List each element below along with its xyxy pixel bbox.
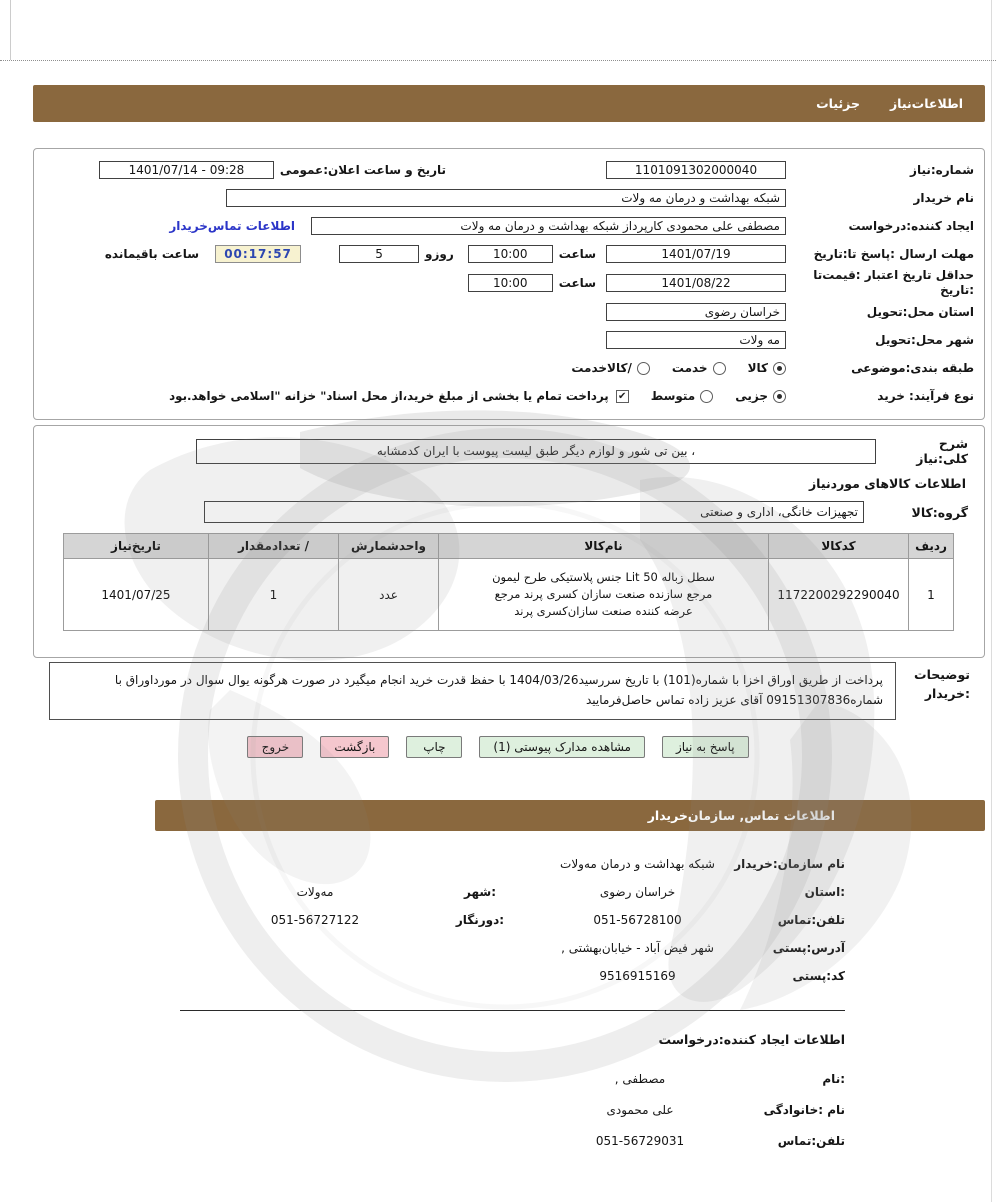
org-province-value: خراسان رضوی bbox=[599, 885, 676, 899]
buyer-remarks-text[interactable]: پرداخت از طریق اوراق اخزا با شماره(101) با تاریخ سررسید1404/03/26 با حفظ قدرت خرید انجام میگیرد در صورت هرگونه یوال سوال در مورداوراق با شماره09151307836 آقای عزیز زاده تماس حاصل‌فرمایید bbox=[49, 662, 896, 720]
validity-hour-label: ساعت bbox=[558, 276, 596, 290]
page-topleft-border bbox=[10, 0, 11, 60]
delivery-city-field[interactable]: مه ولات bbox=[606, 331, 786, 349]
request-creator-label: ایجاد کننده:درخواست bbox=[848, 218, 974, 233]
radio-minor[interactable] bbox=[735, 389, 786, 403]
radio-goods-circle bbox=[773, 362, 786, 375]
radio-medium-label: متوسط bbox=[650, 389, 696, 403]
tab-details[interactable]: جزئیات bbox=[816, 96, 860, 111]
response-deadline-row bbox=[44, 240, 974, 268]
radio-service-circle bbox=[713, 362, 726, 375]
delivery-province-label: استان محل:تحویل bbox=[866, 304, 974, 319]
exit-button[interactable]: خروج bbox=[247, 736, 303, 758]
need-items-panel bbox=[33, 425, 985, 658]
need-description-label: شرح کلی:نیاز bbox=[916, 436, 968, 466]
creator-info-heading: اطلاعات ایجاد کننده:درخواست bbox=[658, 1032, 845, 1047]
request-creator-row bbox=[44, 212, 974, 240]
countdown-timer: 00:17:57 bbox=[215, 245, 301, 263]
subject-category-row bbox=[44, 354, 974, 382]
request-info-panel bbox=[33, 148, 985, 420]
process-type-row bbox=[44, 382, 974, 410]
section-tabbar bbox=[33, 85, 985, 122]
col-item-code: کدکالا bbox=[769, 534, 909, 559]
buyer-name-row bbox=[44, 184, 974, 212]
days-remaining-field[interactable]: 5 bbox=[339, 245, 419, 263]
cell-need-date: 1401/07/25 bbox=[64, 559, 209, 631]
org-address-value: شهر فیض آباد - خیابان‌بهشتی , bbox=[561, 941, 714, 955]
respond-to-need-button[interactable]: پاسخ به نیاز bbox=[662, 736, 749, 758]
buyer-remarks-label-line1: توضیحات bbox=[914, 667, 970, 682]
treasury-note: پرداخت تمام یا بخشی از مبلغ خرید،از محل اسناد" خزانه "اسلامی خواهد.بود bbox=[169, 389, 609, 403]
response-deadline-label: مهلت ارسال :پاسخ تا:تاریخ bbox=[813, 246, 974, 261]
action-buttons-row bbox=[0, 736, 996, 758]
creator-firstname-label: :نام bbox=[822, 1071, 845, 1086]
items-table-header-row bbox=[64, 534, 954, 559]
radio-goods-label: کالا bbox=[747, 361, 768, 375]
hours-remaining-label: ساعت باقیمانده bbox=[104, 247, 200, 261]
cell-item-name bbox=[439, 559, 769, 631]
process-type-label: نوع فرآیند: خرید bbox=[877, 388, 974, 403]
deadline-time-field[interactable]: 10:00 bbox=[468, 245, 553, 263]
need-number-row bbox=[44, 156, 974, 184]
price-validity-label bbox=[786, 268, 974, 298]
buyer-name-field[interactable]: شبکه بهداشت و درمان مه ولات bbox=[226, 189, 786, 207]
creator-phone-label: تلفن:تماس bbox=[777, 1133, 845, 1148]
buyer-name-label: نام خریدار bbox=[913, 190, 974, 205]
buyer-contact-link[interactable]: اطلاعات تماس‌خریدار bbox=[169, 219, 295, 233]
table-row bbox=[64, 559, 954, 631]
creator-firstname-row bbox=[425, 1063, 845, 1094]
delivery-province-row bbox=[44, 298, 974, 326]
org-phone-label: تلفن:تماس bbox=[777, 913, 845, 927]
radio-medium-circle bbox=[700, 390, 713, 403]
deadline-hour-label: ساعت bbox=[558, 247, 596, 261]
validity-time-field[interactable]: 10:00 bbox=[468, 274, 553, 292]
radio-minor-label: جزیی bbox=[735, 389, 768, 403]
col-need-date: تاریخ‌نیاز bbox=[64, 534, 209, 559]
items-heading: اطلاعات کالاهای موردنیاز bbox=[808, 476, 966, 491]
creator-phone-row bbox=[425, 1125, 845, 1156]
buyer-remarks-label-line2: :خریدار bbox=[924, 685, 970, 701]
col-quantity: / تعدادمقدار bbox=[209, 534, 339, 559]
section-divider bbox=[180, 1010, 845, 1011]
org-city-label: :شهر bbox=[464, 885, 496, 899]
radio-medium[interactable] bbox=[651, 389, 714, 403]
org-fax-label: :دورنگار bbox=[455, 913, 505, 927]
org-postal-label: کد:پستی bbox=[792, 969, 845, 983]
radio-goods-service[interactable] bbox=[571, 361, 650, 375]
need-description-field[interactable]: ، بین تی شور و لوازم دیگر طبق لیست پیوست با ایران کدمشابه bbox=[196, 439, 876, 464]
need-number-label: شماره:نیاز bbox=[910, 162, 974, 177]
org-name-row bbox=[205, 850, 845, 878]
goods-group-row bbox=[50, 501, 968, 523]
need-number-field[interactable]: 1101091302000040 bbox=[606, 161, 786, 179]
delivery-province-field[interactable]: خراسان رضوی bbox=[606, 303, 786, 321]
org-phone-value: 051-56728100 bbox=[593, 913, 682, 927]
cell-row-index: 1 bbox=[909, 559, 954, 631]
creator-info-section bbox=[425, 1032, 845, 1156]
cell-quantity: 1 bbox=[209, 559, 339, 631]
subject-category-label: طبقه بندی:موضوعی bbox=[851, 360, 974, 375]
print-button[interactable]: چاپ bbox=[406, 736, 462, 758]
org-contact-header: اطلاعات تماس, سازمان‌خریدار bbox=[155, 800, 985, 831]
creator-lastname-row bbox=[425, 1094, 845, 1125]
goods-group-label: گروه:کالا bbox=[911, 504, 968, 520]
top-dotted-divider bbox=[0, 60, 996, 61]
buyer-remarks-label bbox=[886, 666, 970, 704]
radio-goods-service-circle bbox=[637, 362, 650, 375]
creator-phone-value: 051-56729031 bbox=[595, 1133, 685, 1148]
org-address-row bbox=[205, 934, 845, 962]
deadline-date-field[interactable]: 1401/07/19 bbox=[606, 245, 786, 263]
need-description-row bbox=[50, 436, 968, 466]
org-name-label: نام سازمان:خریدار bbox=[734, 857, 845, 871]
view-attachments-button[interactable]: مشاهده مدارک پیوستی (1) bbox=[479, 736, 645, 758]
page-right-border bbox=[991, 0, 992, 1202]
goods-group-field[interactable]: تجهیزات خانگی، اداری و صنعتی bbox=[204, 501, 864, 523]
cell-item-code: 1172200292290040 bbox=[769, 559, 909, 631]
org-phone-fax-row bbox=[205, 906, 845, 934]
radio-service[interactable] bbox=[672, 361, 726, 375]
treasury-checkbox[interactable] bbox=[616, 390, 629, 403]
org-postal-value: 9516915169 bbox=[599, 969, 676, 983]
item-name-text: سطل زباله 50 Lit جنس پلاستیکی طرح لیمون مرجع سازنده صنعت سازان کسری پرند مرجع عرضه کننده صنعت سازان‌کسری پرند bbox=[492, 570, 715, 618]
creator-lastname-value: علی محمودی bbox=[606, 1102, 674, 1117]
back-button[interactable]: بازگشت bbox=[320, 736, 389, 758]
org-contact-section bbox=[205, 850, 845, 990]
announce-datetime-label: تاریخ و ساعت اعلان:عمومی bbox=[279, 163, 446, 177]
org-city-value: مه‌ولات bbox=[296, 885, 334, 899]
creator-firstname-value: مصطفی , bbox=[614, 1071, 666, 1086]
price-validity-label-line1: حداقل تاریخ اعتبار :قیمت‌تا bbox=[813, 268, 974, 282]
org-fax-value: 051-56727122 bbox=[270, 913, 360, 927]
radio-service-label: خدمت bbox=[671, 361, 708, 375]
radio-goods[interactable] bbox=[748, 361, 786, 375]
org-province-city-row bbox=[205, 878, 845, 906]
col-row-index: ردیف bbox=[909, 534, 954, 559]
announce-datetime-field[interactable]: 09:28 - 1401/07/14 bbox=[99, 161, 274, 179]
delivery-city-label: شهر محل:تحویل bbox=[875, 332, 974, 347]
cell-unit: عدد bbox=[339, 559, 439, 631]
request-creator-field[interactable]: مصطفی علی محمودی کارپرداز شبکه بهداشت و درمان مه ولات bbox=[311, 217, 786, 235]
days-unit-label: روزو bbox=[425, 247, 454, 261]
org-postal-row bbox=[205, 962, 845, 990]
col-unit: واحدشمارش bbox=[339, 534, 439, 559]
tab-need-info[interactable]: اطلاعات‌نیاز bbox=[889, 96, 963, 111]
items-table bbox=[63, 533, 954, 631]
price-validity-row bbox=[44, 268, 974, 298]
radio-minor-circle bbox=[773, 390, 786, 403]
org-address-label: آدرس:پستی bbox=[772, 941, 845, 955]
col-item-name: نام‌کالا bbox=[439, 534, 769, 559]
validity-date-field[interactable]: 1401/08/22 bbox=[606, 274, 786, 292]
org-name-value: شبکه بهداشت و درمان مه‌ولات bbox=[560, 857, 715, 871]
creator-lastname-label: نام :خانوادگی bbox=[763, 1102, 845, 1117]
radio-goods-service-label: /کالاخدمت bbox=[571, 361, 632, 375]
org-province-label: :استان bbox=[804, 885, 845, 899]
delivery-city-row bbox=[44, 326, 974, 354]
price-validity-label-line2: :تاریخ bbox=[940, 283, 974, 297]
